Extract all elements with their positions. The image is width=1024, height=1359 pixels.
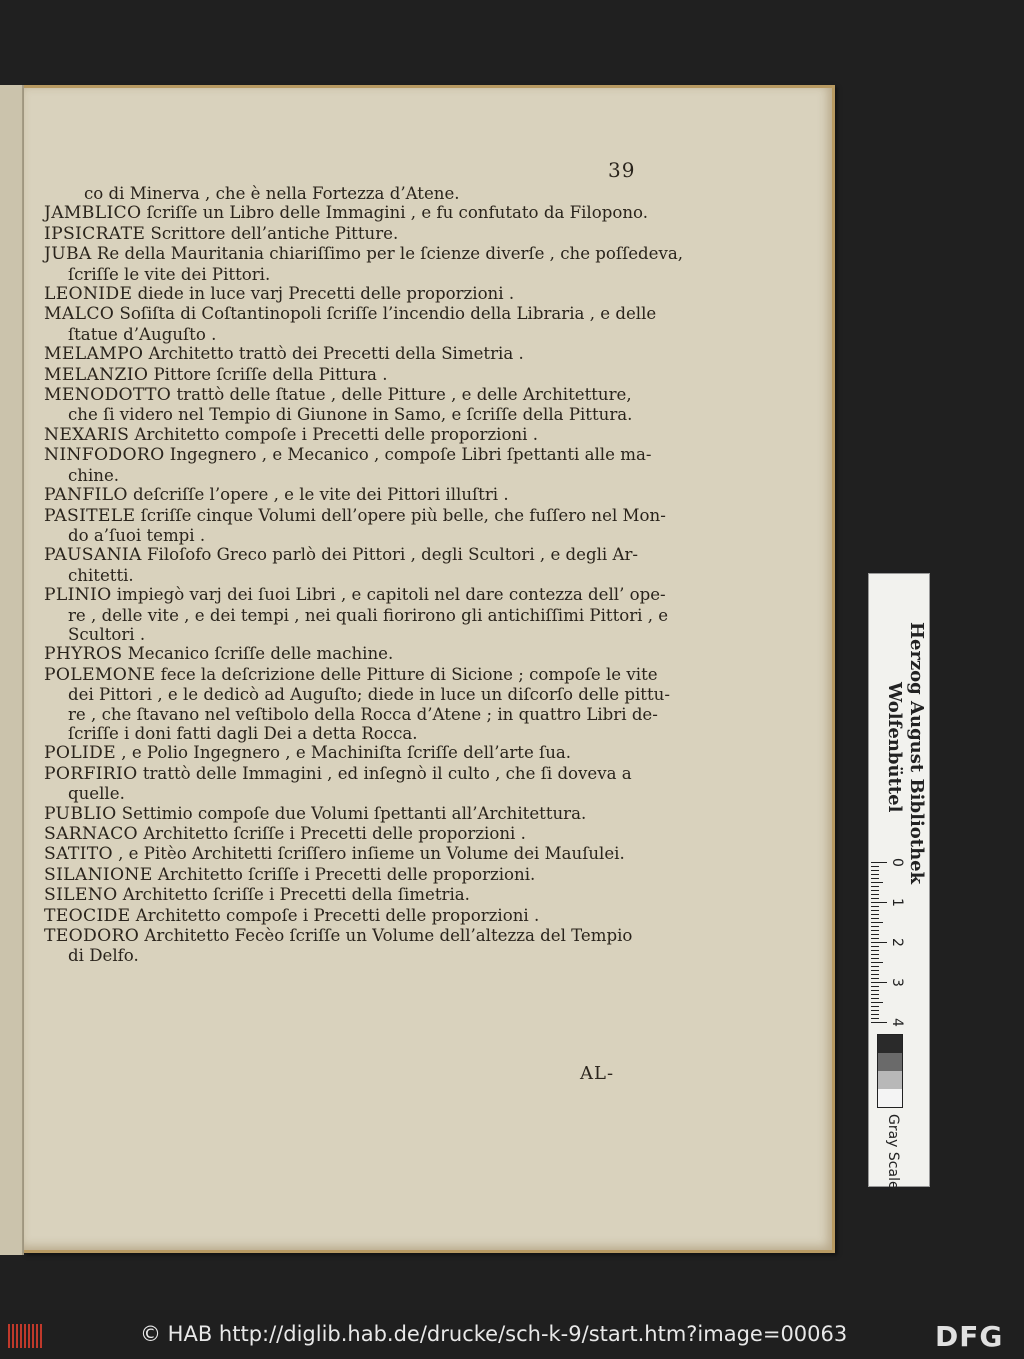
entry-text: dei Pittori , e le dedicò ad Auguſto; diede in luce un diſcorſo delle pittu- — [68, 685, 670, 705]
entry-text: che ſi videro nel Tempio di Giunone in Samo, e ſcriſſe della Pittura. — [68, 405, 633, 425]
ruler-centimeter-scale — [871, 856, 905, 1036]
entry-line — [44, 244, 684, 265]
entry-line — [44, 526, 656, 545]
entry-text: Architetto trattò dei Precetti della Simetria . — [143, 344, 524, 364]
entry — [44, 804, 656, 824]
ruler-tick — [871, 878, 879, 879]
hab-logo-icon — [8, 1324, 46, 1348]
ruler-tick — [871, 978, 879, 979]
ruler-tick — [871, 906, 879, 907]
entry-text: ſcriſſe un Libro delle Immagini , e fu confutato da Filopono. — [141, 203, 649, 223]
entry-name: MENODOTTO — [44, 385, 172, 406]
entry-text: co di Minerva , che è nella Fortezza d’Atene. — [84, 184, 460, 203]
entry-name: PLINIO — [44, 585, 112, 606]
ruler-tick — [871, 882, 883, 883]
entry-name: IPSICRATE — [44, 223, 146, 244]
entry-line — [44, 284, 656, 304]
entry — [44, 184, 656, 203]
ruler-tick — [871, 886, 879, 887]
ruler-tick — [871, 930, 879, 931]
ruler-tick — [871, 918, 879, 919]
entry — [44, 906, 656, 926]
gray-swatch — [878, 1053, 902, 1071]
ruler-tick — [871, 898, 879, 899]
gray-swatch — [878, 1071, 902, 1089]
ruler-tick — [871, 998, 879, 999]
ruler-tick — [871, 1018, 879, 1019]
ruler-tick — [871, 1002, 883, 1003]
page-body-text — [44, 184, 684, 966]
entry — [44, 885, 656, 905]
entry-line — [44, 325, 656, 344]
entry — [44, 926, 656, 966]
ruler-tick — [871, 926, 879, 927]
entry-name: PASITELE — [44, 505, 136, 526]
entry-line — [44, 644, 656, 664]
entry-line — [44, 865, 656, 885]
entry — [44, 844, 656, 864]
entry — [44, 644, 656, 664]
entry-text: chitetti. — [68, 565, 134, 585]
entry — [44, 485, 656, 505]
entry-text: di Delfo. — [68, 946, 139, 966]
entry-line — [44, 724, 656, 743]
gray-swatch — [878, 1089, 902, 1107]
entry-line — [44, 764, 656, 784]
ruler-scale-number: 3 — [889, 978, 905, 987]
entry-text: diede in luce varj Precetti delle proporzioni . — [132, 284, 515, 304]
entry-text: trattò delle Immagini , ed inſegnò il culto , che ſi doveva a — [137, 763, 632, 783]
entry-line — [44, 685, 670, 705]
page-number: 39 — [608, 158, 636, 182]
color-reference-ruler — [868, 573, 930, 1190]
entry — [44, 203, 656, 223]
ruler-tick — [871, 966, 879, 967]
ruler-tick — [871, 890, 879, 891]
entry-name: MELANZIO — [44, 364, 149, 385]
entry-text: Scultori . — [68, 624, 146, 644]
ruler-scale-number: 4 — [889, 1018, 905, 1027]
entry-name: LEONIDE — [44, 284, 133, 305]
entry-text: trattò delle ſtatue , delle Pitture , e delle Architetture, — [171, 385, 632, 405]
entry-name: POLEMONE — [44, 664, 156, 685]
ruler-tick — [871, 954, 879, 955]
entry-line — [44, 625, 656, 644]
entry-name: SILANIONE — [44, 864, 153, 885]
entry — [44, 224, 656, 244]
entry-line — [44, 804, 656, 824]
entry-name: JAMBLICO — [44, 203, 142, 224]
entry-line — [44, 784, 656, 803]
entry-name: PAUSANIA — [44, 545, 142, 566]
ruler-tick — [871, 986, 879, 987]
entry — [44, 743, 656, 763]
entry-text: deſcriſſe l’opere , e le vite dei Pittori illuſtri . — [127, 485, 509, 505]
entry-text: quelle. — [68, 784, 125, 804]
entry-line — [44, 485, 656, 505]
entry-line — [44, 344, 656, 364]
entry-text: re , che ſtavano nel veſtibolo della Rocca d’Atene ; in quattro Libri de- — [68, 704, 658, 724]
ruler-tick — [871, 902, 887, 903]
entry-text: Pittore ſcriſſe della Pittura . — [148, 364, 388, 384]
ruler-tick — [871, 946, 879, 947]
entry-name: TEODORO — [44, 926, 140, 947]
entry-line — [44, 405, 656, 424]
entry-text: Filoſofo Greco parlò dei Pittori , degli Scultori , e degli Ar- — [141, 545, 639, 565]
entry-name: MELAMPO — [44, 344, 144, 365]
entry — [44, 284, 656, 304]
entry-line — [44, 946, 656, 965]
ruler-rotated-content — [869, 574, 929, 1190]
entry-line — [44, 844, 656, 864]
entry-line — [44, 425, 656, 445]
entry-name: NINFODORO — [44, 445, 165, 466]
entry-name: MALCO — [44, 304, 115, 325]
entry — [44, 304, 656, 344]
ruler-tick — [871, 1006, 879, 1007]
entry-text: Architetto Fecèo ſcriſſe un Volume dell’altezza del Tempio — [139, 926, 633, 946]
entry-text: Re della Mauritania chiariſſimo per le ſcienze diverſe , che poſſedeva, — [91, 244, 684, 264]
ruler-scale-number: 2 — [889, 938, 905, 947]
entry — [44, 824, 656, 844]
entry — [44, 505, 666, 546]
entry-name: POLIDE — [44, 743, 116, 764]
entry-line — [44, 445, 656, 465]
entry-line — [44, 466, 656, 485]
ruler-tick — [871, 938, 879, 939]
entry-line — [44, 605, 669, 625]
entry-line — [44, 365, 656, 385]
entry-line — [44, 505, 666, 526]
ruler-tick — [871, 862, 887, 863]
entry-text: Mecanico ſcriſſe delle machine. — [122, 644, 394, 664]
entry-text: Architetto compoſe i Precetti delle proporzioni . — [129, 424, 539, 444]
gray-swatch — [878, 1035, 902, 1053]
copyright-link[interactable]: © HAB http://diglib.hab.de/drucke/sch-k-9/start.htm?image=00063 — [140, 1322, 848, 1346]
entry-line — [44, 665, 656, 685]
entry — [44, 385, 656, 425]
entry-name: SARNACO — [44, 824, 138, 844]
entry-line — [44, 304, 656, 324]
entry-text: Settimio compoſe due Volumi ſpettanti all’Architettura. — [116, 803, 587, 823]
entry-name: PUBLIO — [44, 803, 117, 824]
entry — [44, 764, 656, 804]
entry-text: chine. — [68, 465, 120, 485]
gray-scale-swatches — [877, 1034, 903, 1108]
ruler-scale-number: 0 — [889, 858, 905, 867]
ruler-tick — [871, 942, 887, 943]
entry-line — [44, 203, 656, 223]
entry-text: ſcriſſe le vite dei Pittori. — [68, 264, 271, 284]
entry-line — [44, 743, 656, 763]
ruler-tick — [871, 958, 879, 959]
ruler-tick — [871, 1010, 879, 1011]
entry — [44, 425, 656, 445]
ruler-tick — [871, 990, 879, 991]
entry-text: Scrittore dell’antiche Pitture. — [145, 223, 399, 243]
entry-line — [44, 705, 656, 724]
entry-text: ſtatue d’Auguſto . — [68, 324, 217, 344]
ruler-tick — [871, 1022, 887, 1023]
entry-line — [44, 585, 666, 606]
ruler-tick — [871, 914, 879, 915]
entry — [44, 545, 656, 585]
entry-line — [44, 824, 656, 844]
entry-line — [44, 926, 656, 946]
entry-text: re , delle vite , e dei tempi , nei quali fiorirono gli antichiſſimi Pittori , e — [68, 605, 669, 625]
ruler-tick — [871, 874, 879, 875]
entry-line — [44, 265, 656, 284]
entry — [44, 865, 656, 885]
entry-line — [44, 566, 656, 585]
entry-name: SILENO — [44, 885, 118, 906]
entry-name: PHYROS — [44, 644, 123, 665]
entry-text: Architetto ſcriſſe i Precetti delle proporzioni . — [137, 824, 526, 843]
entry-name: JUBA — [44, 244, 92, 265]
entry-text: do a’ſuoi tempi . — [68, 525, 206, 545]
ruler-institution-name: Herzog August Bibliothek — [906, 622, 927, 885]
ruler-tick — [871, 970, 879, 971]
ruler-tick — [871, 934, 879, 935]
ruler-tick — [871, 1014, 879, 1015]
footer-bar — [0, 1310, 1024, 1359]
ruler-tick — [871, 962, 883, 963]
catchword: AL- — [580, 1063, 615, 1084]
entry-line — [44, 385, 656, 405]
ruler-tick — [871, 994, 879, 995]
ruler-tick — [871, 910, 879, 911]
ruler-institution-city: Wolfenbüttel — [884, 682, 905, 813]
entry-text: ſcriſſe cinque Volumi dell’opere più belle, che fuſſero nel Mon- — [135, 505, 666, 525]
entry — [44, 585, 669, 644]
entry-line — [44, 906, 656, 926]
entry-text: , e Polio Ingegnero , e Machiniſta ſcriſſe dell’arte ſua. — [116, 743, 572, 763]
entry — [44, 445, 656, 485]
ruler-tick — [871, 982, 887, 983]
entry-line — [44, 545, 656, 565]
ruler-tick — [871, 974, 879, 975]
entry-text: Architetto ſcriſſe i Precetti della ſimetria. — [117, 885, 470, 905]
entry-text: , e Pitèo Architetti ſcriſſero inſieme un Volume dei Mauſulei. — [112, 844, 625, 864]
entry-line — [44, 885, 656, 905]
ruler-tick — [871, 866, 879, 867]
entry-name: PANFILO — [44, 485, 128, 506]
entry-text: Architetto ſcriſſe i Precetti delle proporzioni. — [152, 864, 536, 884]
entry-line — [44, 184, 656, 203]
entry-name: TEOCIDE — [44, 905, 131, 926]
facing-page-edge — [0, 85, 24, 1255]
entry-text: ſcriſſe i doni fatti dagli Dei a detta Rocca. — [68, 723, 418, 743]
entry — [44, 244, 684, 284]
gray-scale-label: Gray Scale — [885, 1114, 901, 1190]
entry-name: NEXARIS — [44, 424, 130, 445]
dfg-logo: DFG — [935, 1320, 1004, 1353]
entry-text: Ingegnero , e Mecanico , compoſe Libri ſpettanti alle ma- — [164, 445, 652, 465]
entry — [44, 664, 670, 744]
entry — [44, 365, 656, 385]
entry-text: Soſiſta di Coſtantinopoli ſcriſſe l’incendio della Libraria , e delle — [114, 304, 657, 324]
ruler-scale-number: 1 — [889, 898, 905, 907]
entry — [44, 344, 656, 364]
entry-text: Architetto compoſe i Precetti delle proporzioni . — [130, 905, 540, 925]
entry-text: fece la deſcrizione delle Pitture di Sicione ; compoſe le vite — [155, 664, 658, 684]
ruler-tick — [871, 950, 879, 951]
ruler-tick — [871, 870, 879, 871]
ruler-tick — [871, 894, 879, 895]
ruler-tick — [871, 922, 883, 923]
entry-text: impiegò varj dei ſuoi Libri , e capitoli nel dare contezza dell’ ope- — [111, 585, 666, 605]
entry-line — [44, 224, 656, 244]
entry-name: SATITO — [44, 844, 113, 865]
entry-name: PORFIRIO — [44, 763, 138, 784]
